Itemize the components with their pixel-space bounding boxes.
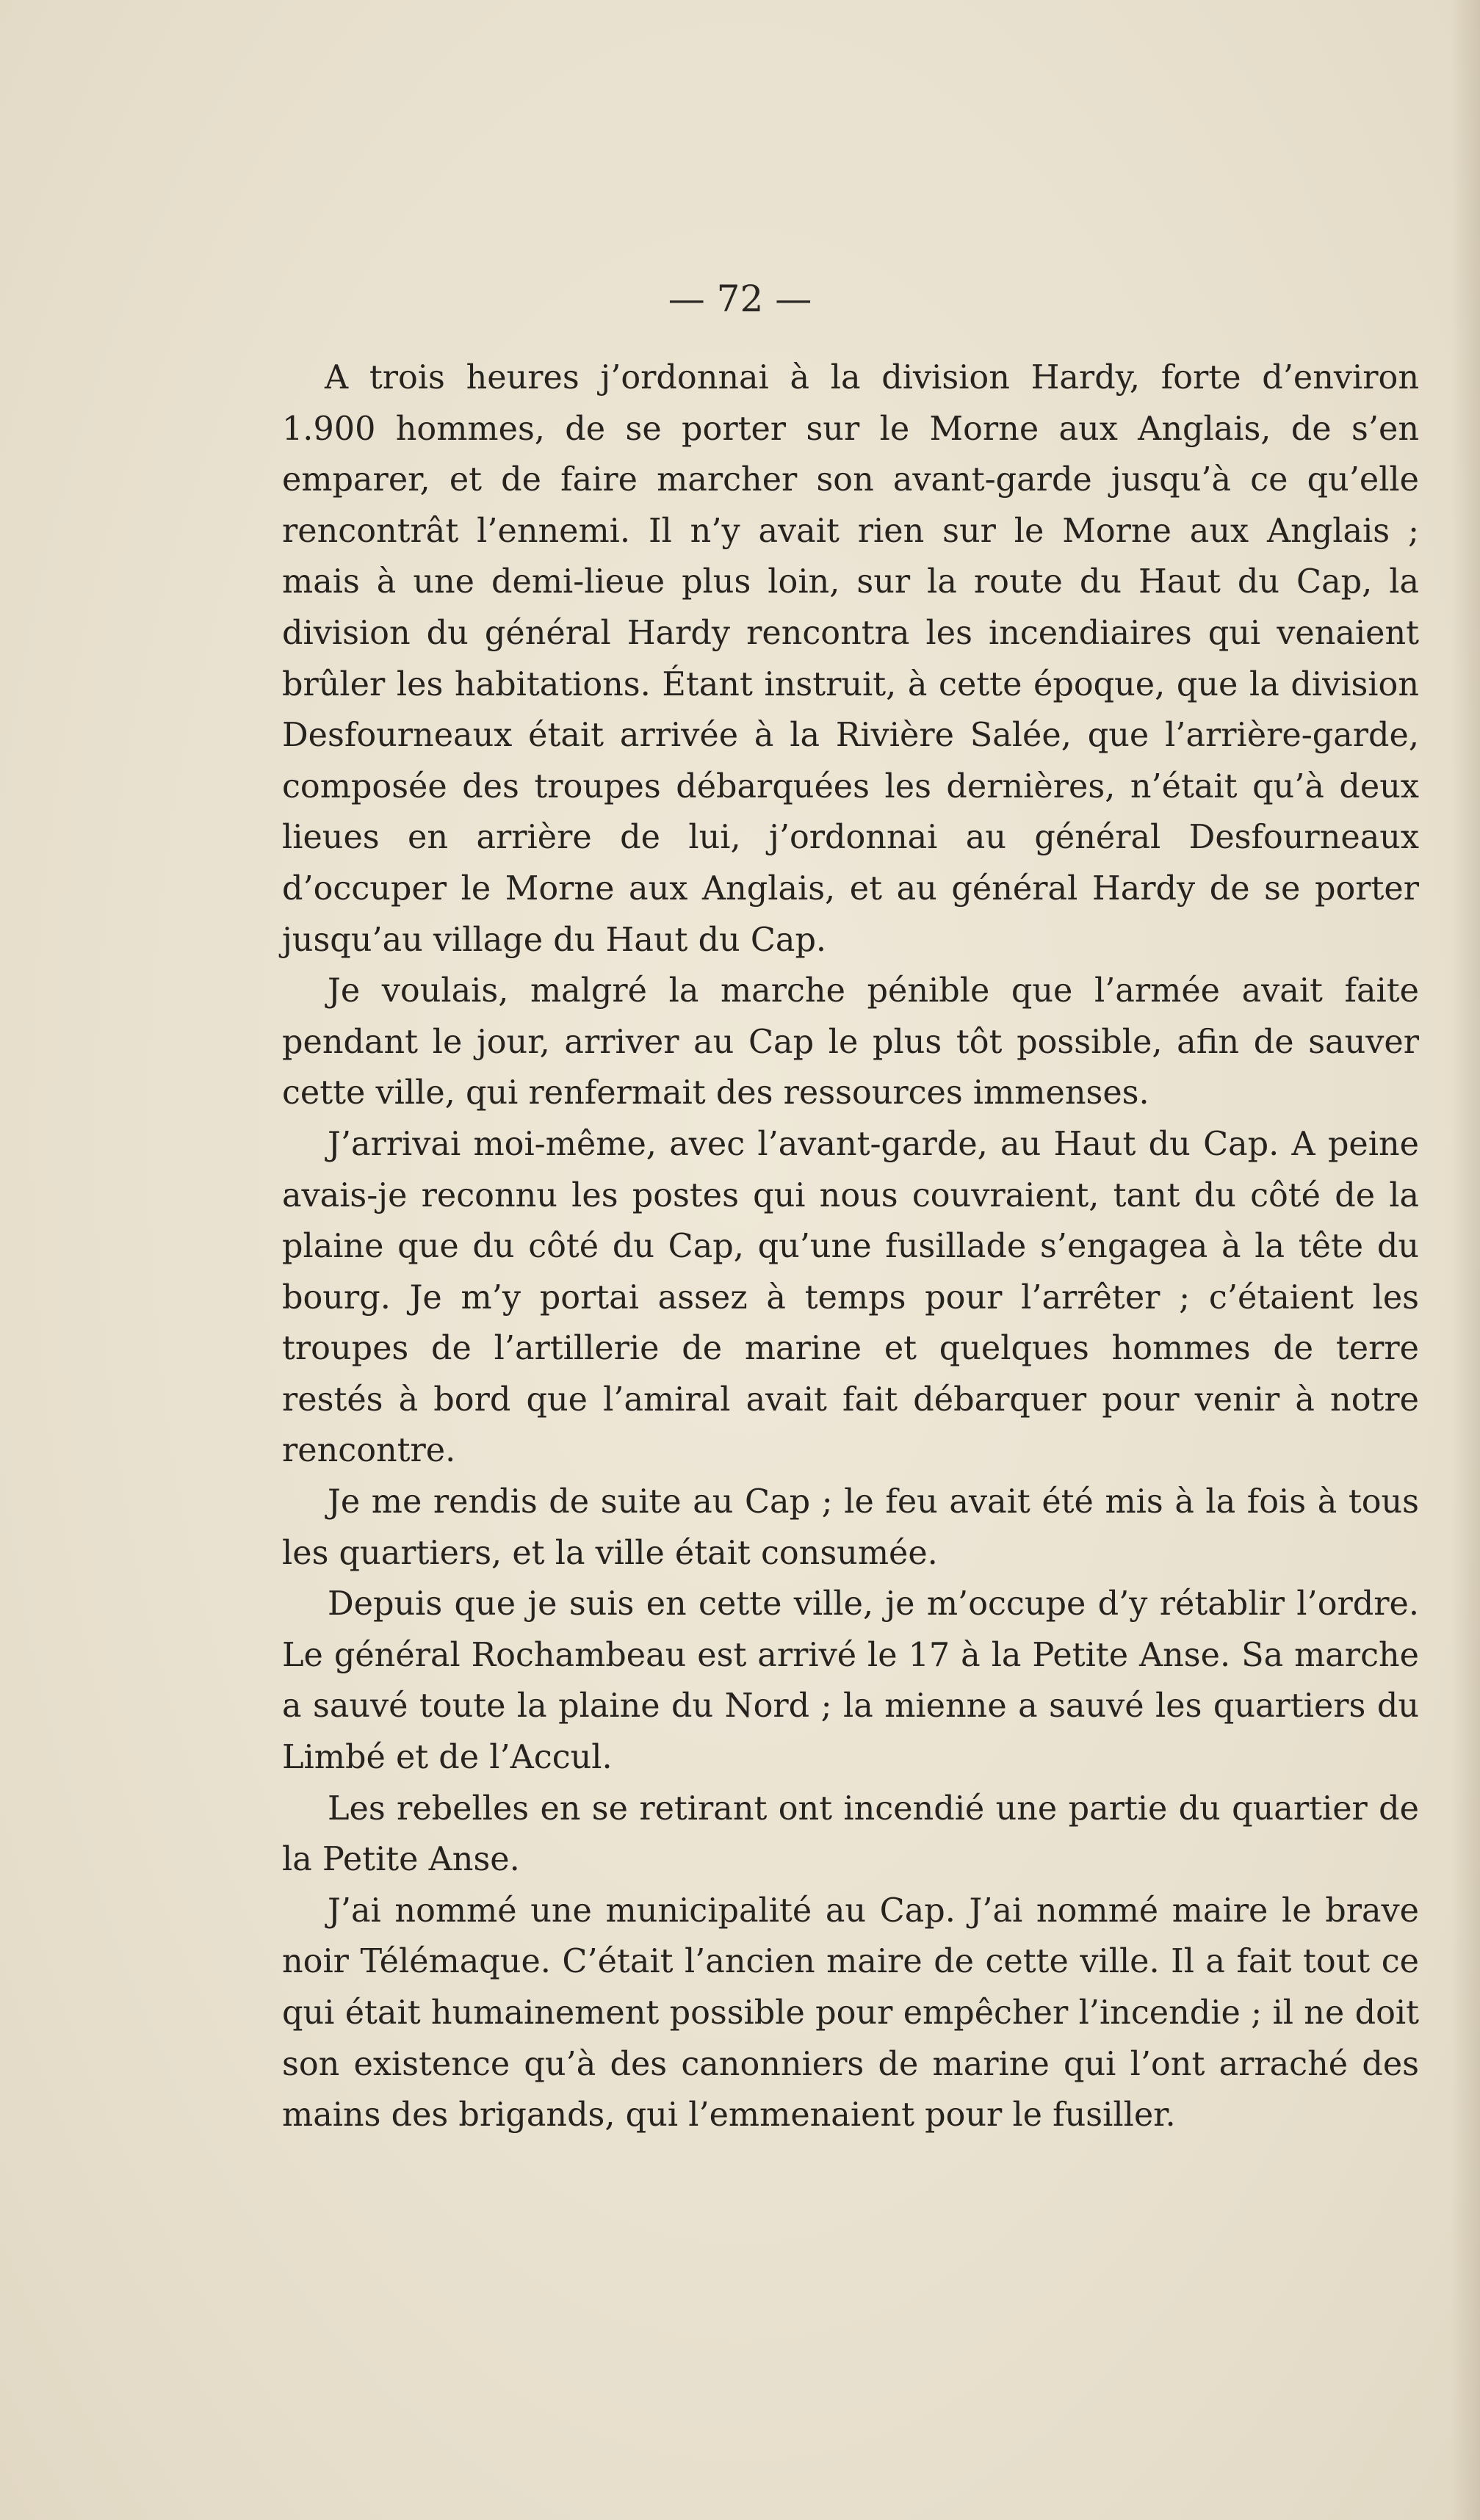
page-edge-shadow [1451,0,1480,2520]
paragraph-1: A trois heures j’ordonnai à la division Hardy, forte d’environ 1.900 hommes, de se porter sur le Morne aux Anglais, de s’en emparer, et de faire marcher son avant-garde jusqu’à ce qu’elle rencontrât l’ennemi. Il n’y avait rien sur le Morne aux Anglais ; mais à une demi-lieue plus loin, sur la route du Haut du Cap, la division du général Hardy rencontra les incendiaires qui venaient brûler les habitations. Étant instruit, à cette époque, que la division Desfourneaux était arrivée à la Rivière Salée, que l’arrière-garde, composée des troupes débarquées les dernières, n’était qu’à deux lieues en arrière de lui, j’ordonnai au général Desfourneaux d’occuper le Morne aux Anglais, et au général Hardy de se porter jusqu’au village du Haut du Cap. [282,359,1419,959]
paragraph-2: Je voulais, malgré la marche pénible que l’armée avait faite pendant le jour, arriver au Cap le plus tôt possible, afin de sauver cette ville, qui renfermait des ressources immenses. [282,972,1419,1112]
body-text [282,352,1419,2141]
paragraph-7: J’ai nommé une municipalité au Cap. J’ai nommé maire le brave noir Télémaque. C’était l’ancien maire de cette ville. Il a fait tout ce qui était humainement possible pour empêcher l’incendie ; il ne doit son existence qu’à des canonniers de marine qui l’ont arraché des mains des brigands, qui l’emmenaient pour le fusiller. [282,1891,1419,2135]
paragraph-6: Les rebelles en se retirant ont incendié une partie du quartier de la Petite Anse. [282,1789,1419,1879]
paragraph-4: Je me rendis de suite au Cap ; le feu avait été mis à la fois à tous les quartiers, et la ville était consumée. [282,1483,1419,1572]
paragraph-5: Depuis que je suis en cette ville, je m’occupe d’y rétablir l’ordre. Le général Rochambeau est arrivé le 17 à la Petite Anse. Sa marche a sauvé toute la plaine du Nord ; la mienne a sauvé les quartiers du Limbé et de l’Accul. [282,1585,1419,1777]
page-number: — 72 — [668,278,812,320]
paragraph-3: J’arrivai moi-même, avec l’avant-garde, au Haut du Cap. A peine avais-je reconnu les postes qui nous couvraient, tant du côté de la plaine que du côté du Cap, qu’une fusillade s’engagea à la tête du bourg. Je m’y portai assez à temps pour l’arrêter ; c’étaient les troupes de l’artillerie de marine et quelques hommes de terre restés à bord que l’amiral avait fait débarquer pour venir à notre rencontre. [282,1125,1419,1470]
